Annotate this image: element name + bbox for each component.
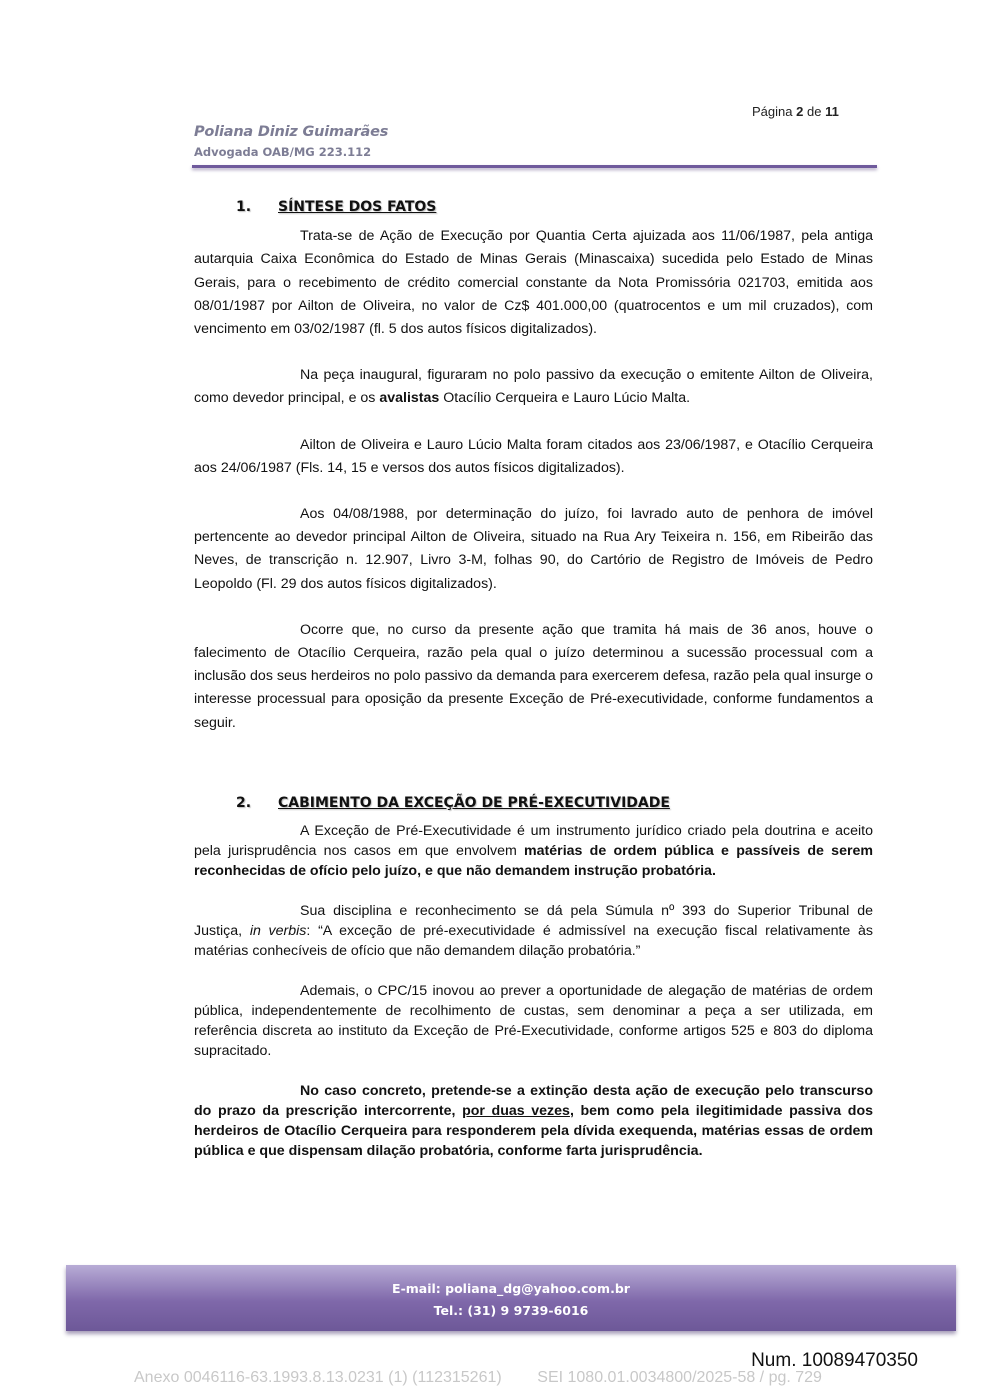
section-1-paragraph-1: Trata-se de Ação de Execução por Quantia Certa ajuizada aos 11/06/1987, pela antiga autarquia Caixa Econômica do Estado de Minas Gerais (Minascaixa) sucedida pelo Estado de Minas Gerais, para o recebimento de crédito comercial constante da Nota Promissória 021703, emitida aos 08/01/1987 por Ailton de Oliveira, no valor de Cz$ 401.000,00 (quatrocentos e um mil cruzados), com vencimento em 03/02/1987 (fl. 5 dos autos físicos digitalizados). — [194, 228, 873, 338]
s2p4-text-a: No caso concreto, pretende-se a extinção desta ação de execução pelo transcurso do prazo da prescrição intercorrente, — [194, 1083, 873, 1120]
section-2-paragraph-1 — [194, 821, 873, 881]
section-1-paragraph-2 — [194, 364, 873, 410]
page-of: de — [806, 104, 822, 119]
p2-text-bold: avalistas — [379, 390, 440, 407]
section-2-paragraph-2 — [194, 901, 873, 961]
page-total: 11 — [825, 104, 839, 119]
page-current: 2 — [796, 104, 804, 119]
annex-stamp: Anexo 0046116-63.1993.8.13.0231 (1) (112315261) SEI 1080.01.0034800/2025-58 / pg. 729 — [134, 1369, 822, 1386]
s2p4-text-c: , bem como pela ilegitimidade passiva dos herdeiros de Otacílio Cerqueira para responderem pela dívida exequenda, matérias essas de ordem pública e que dispensam dilação probatória, conforme farta jurisprudência. — [194, 1103, 873, 1160]
s2p2-text-a: Sua disciplina e reconhecimento se dá pela Súmula nº 393 do Superior Tribunal de Justiça, — [194, 903, 873, 940]
s2p4-text-underlined: por duas vezes — [462, 1103, 570, 1120]
footer-phone: Tel.: (31) 9 9739-6016 — [433, 1303, 589, 1318]
footer-banner — [66, 1265, 956, 1331]
letterhead-registration: Advogada OAB/MG 223.112 — [194, 145, 372, 159]
page-number — [752, 104, 882, 119]
document-body — [194, 196, 873, 1181]
section-gap — [194, 758, 873, 792]
section-1-paragraph-4: Aos 04/08/1988, por determinação do juízo, foi lavrado auto de penhora de imóvel pertencente ao devedor principal Ailton de Oliveira, situado na Rua Ary Teixeira n. 156, em Ribeirão das Neves, de transcrição n. 12.907, Livro 3-M, folhas 90, do Cartório de Registro de Imóveis de Pedro Leopoldo (Fl. 29 dos autos físicos digitalizados). — [194, 506, 873, 592]
footer-email: E-mail: poliana_dg@yahoo.com.br — [392, 1281, 630, 1296]
section-1-heading — [236, 196, 873, 219]
s2p1-text-a: A Exceção de Pré-Executividade é um instrumento jurídico criado pela doutrina e aceito pela jurisprudência nos casos em que envolvem — [194, 823, 873, 860]
section-1-title: SÍNTESE DOS FATOS — [278, 199, 437, 215]
section-1-number: 1. — [236, 199, 252, 215]
p2-text-a: Na peça inaugural, figuraram no polo passivo da execução o emitente Ailton de Oliveira, como devedor principal, e os — [194, 367, 873, 407]
section-1-paragraph-5: Ocorre que, no curso da presente ação que tramita há mais de 36 anos, houve o falecimento de Otacílio Cerqueira, razão pela qual o juízo determinou a sucessão processual com a inclusão dos seus herdeiros no polo passivo da demanda para exercerem defesa, razão pela qual insurge o interesse processual para oposição da presente Exceção de Pré-executividade, conforme fundamentos a seguir. — [194, 621, 873, 731]
s2p2-text-c: : — [306, 923, 319, 940]
document-number-stamp: Num. 10089470350 — [751, 1350, 918, 1371]
section-2-heading — [236, 792, 873, 815]
letterhead-name: Poliana Diniz Guimarães — [194, 124, 389, 140]
s2p2-quote: “A exceção de pré-executividade é admissível na execução fiscal relativamente às matérias conhecíveis de ofício que não demandem dilação probatória.” — [194, 923, 873, 960]
page-label: Página — [752, 104, 793, 119]
p2-text-c: Otacílio Cerqueira e Lauro Lúcio Malta. — [439, 390, 691, 407]
s2p1-text-bold: matérias de ordem pública e passíveis de serem reconhecidas de ofício pelo juízo, e que não demandem instrução probatória. — [194, 843, 873, 880]
section-2-number: 2. — [236, 794, 252, 811]
header-rule — [192, 165, 877, 168]
section-2-paragraph-3: Ademais, o CPC/15 inovou ao prever a oportunidade de alegação de matérias de ordem pública, independentemente de recolhimento de custas, sem denominar a peça a ser utilizada, em referência discreta ao instituto da Exceção de Pré-Executividade, conforme artigos 525 e 803 do diploma supracitado. — [194, 983, 873, 1060]
s2p2-text-italic: in verbis — [249, 923, 307, 940]
section-1-paragraph-3: Ailton de Oliveira e Lauro Lúcio Malta foram citados aos 23/06/1987, e Otacílio Cerqueira aos 24/06/1987 (Fls. 14, 15 e versos dos autos físicos digitalizados). — [194, 436, 873, 476]
section-2-paragraph-4 — [194, 1081, 873, 1161]
section-2-title: CABIMENTO DA EXCEÇÃO DE PRÉ-EXECUTIVIDADE — [278, 794, 670, 811]
